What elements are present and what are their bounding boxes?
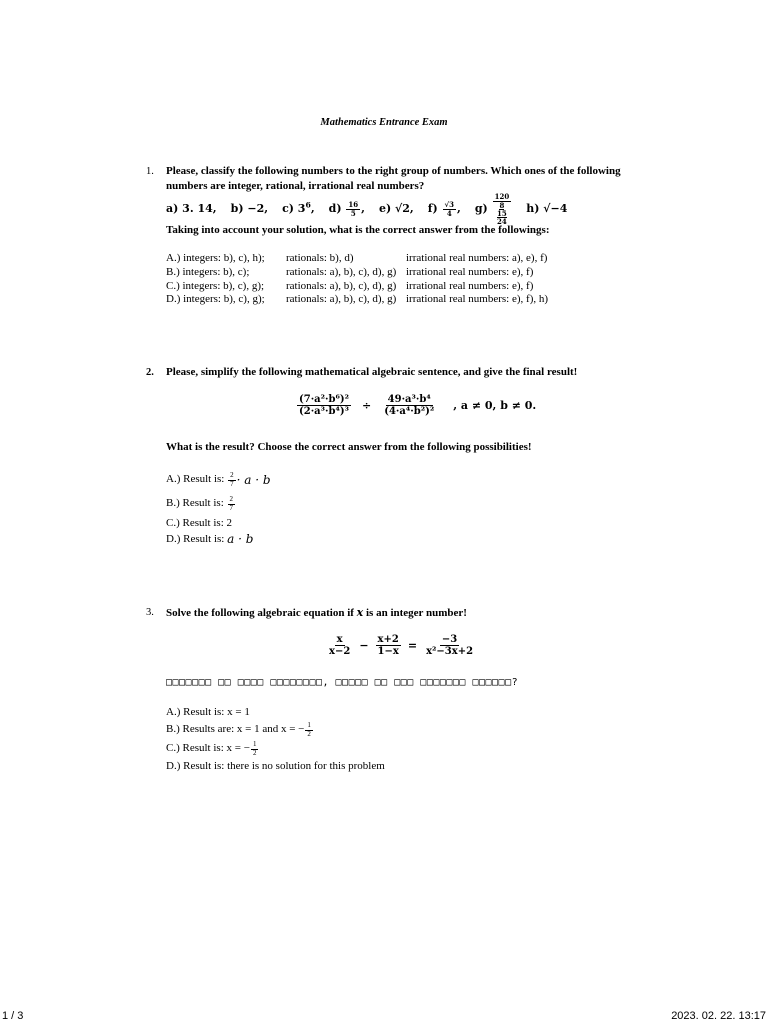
answer-option-a[interactable]: A.) Result is: $\frac{2}{7}$ · a · b: [166, 470, 271, 488]
question-prompt: Solve the following algebraic equation if x is an integer number!: [166, 606, 467, 619]
answer-option-d[interactable]: D.) Result is: a · b: [166, 532, 254, 546]
equation: $\frac{x}{x-2}$ − $\frac{x+2}{1-x}$ = $\frac{-3}{\text{x²−3x+2}}$: [329, 634, 474, 657]
question-prompt-cont: numbers are integer, rational, irrational real numbers?: [166, 180, 425, 192]
item-b: b) −2,: [230, 202, 269, 216]
item-c: c) $3^6$,: [282, 200, 315, 216]
item-a: a) 3. 14,: [166, 202, 217, 216]
question-subprompt: What is the result? Choose the correct answer from the following possibilities!: [166, 441, 532, 453]
item-g: g) 120 8 15 24: [474, 192, 510, 226]
page-counter: 1 / 3: [2, 1010, 24, 1022]
item-f: f) $\frac{√3}{4}$ ,: [427, 199, 461, 218]
answer-option-d[interactable]: D.) Result is: there is no solution for this problem: [166, 760, 385, 772]
answer-list: [166, 252, 548, 307]
exam-title: Mathematics Entrance Exam: [320, 117, 448, 128]
question-number: 2.: [146, 367, 154, 378]
answer-option-c[interactable]: C.) integers: b), c), g); rationals: a), b), c), d), g) irrational real numbers: e), f): [166, 279, 534, 292]
algebraic-expression: $\frac{\text{(7·a²·b⁶)²}}{\text{(2·a³·b⁴)³}}$ ÷ $\frac{\text{49·a³·b⁴}}{\text{(4·a⁴·b²)²}}$ , a ≠ 0, b ≠ 0.: [299, 394, 537, 417]
item-h: h) √−4: [526, 202, 568, 216]
answer-option-b[interactable]: B.) integers: b), c); rationals: a), b), c), d), g) irrational real numbers: e), f): [166, 265, 534, 278]
answer-option-c[interactable]: C.) Result is: 2: [166, 517, 233, 529]
question-number: 3.: [146, 607, 154, 618]
question-subprompt-garbled: □□□□□□□ □□ □□□□ □□□□□□□□, □□□□□ □□ □□□ □□□□□□□ □□□□□□?: [166, 677, 519, 688]
answer-option-a[interactable]: A.) Result is: x = 1: [166, 706, 250, 718]
answer-option-a[interactable]: A.) integers: b), c), h); rationals: b), d) irrational real numbers: a), e), f): [166, 252, 548, 264]
item-e: e) √2,: [379, 202, 414, 216]
question-number: 1.: [146, 166, 154, 177]
answer-option-b[interactable]: B.) Result is: $\frac{2}{7}$: [166, 494, 234, 512]
question-prompt: Please, classify the following numbers to the right group of numbers. Which ones of the following: [166, 165, 621, 177]
question-prompt: Please, simplify the following mathematical algebraic sentence, and give the final result!: [166, 366, 578, 378]
answer-option-d[interactable]: D.) integers: b), c), g); rationals: a), b), c), d), g) irrational real numbers: e), f), h): [166, 293, 549, 306]
print-timestamp: 2023. 02. 22. 13:17: [671, 1010, 766, 1022]
answer-option-b[interactable]: B.) Results are: x = 1 and x = − $\frac{1}{2}$: [166, 720, 311, 738]
answer-option-c[interactable]: C.) Result is: x = − $\frac{1}{2}$: [166, 739, 257, 757]
item-d: d) $\frac{16}{5}$ ,: [328, 199, 365, 218]
number-items: [166, 192, 568, 226]
question-subprompt: Taking into account your solution, what is the correct answer from the followings:: [166, 224, 550, 236]
